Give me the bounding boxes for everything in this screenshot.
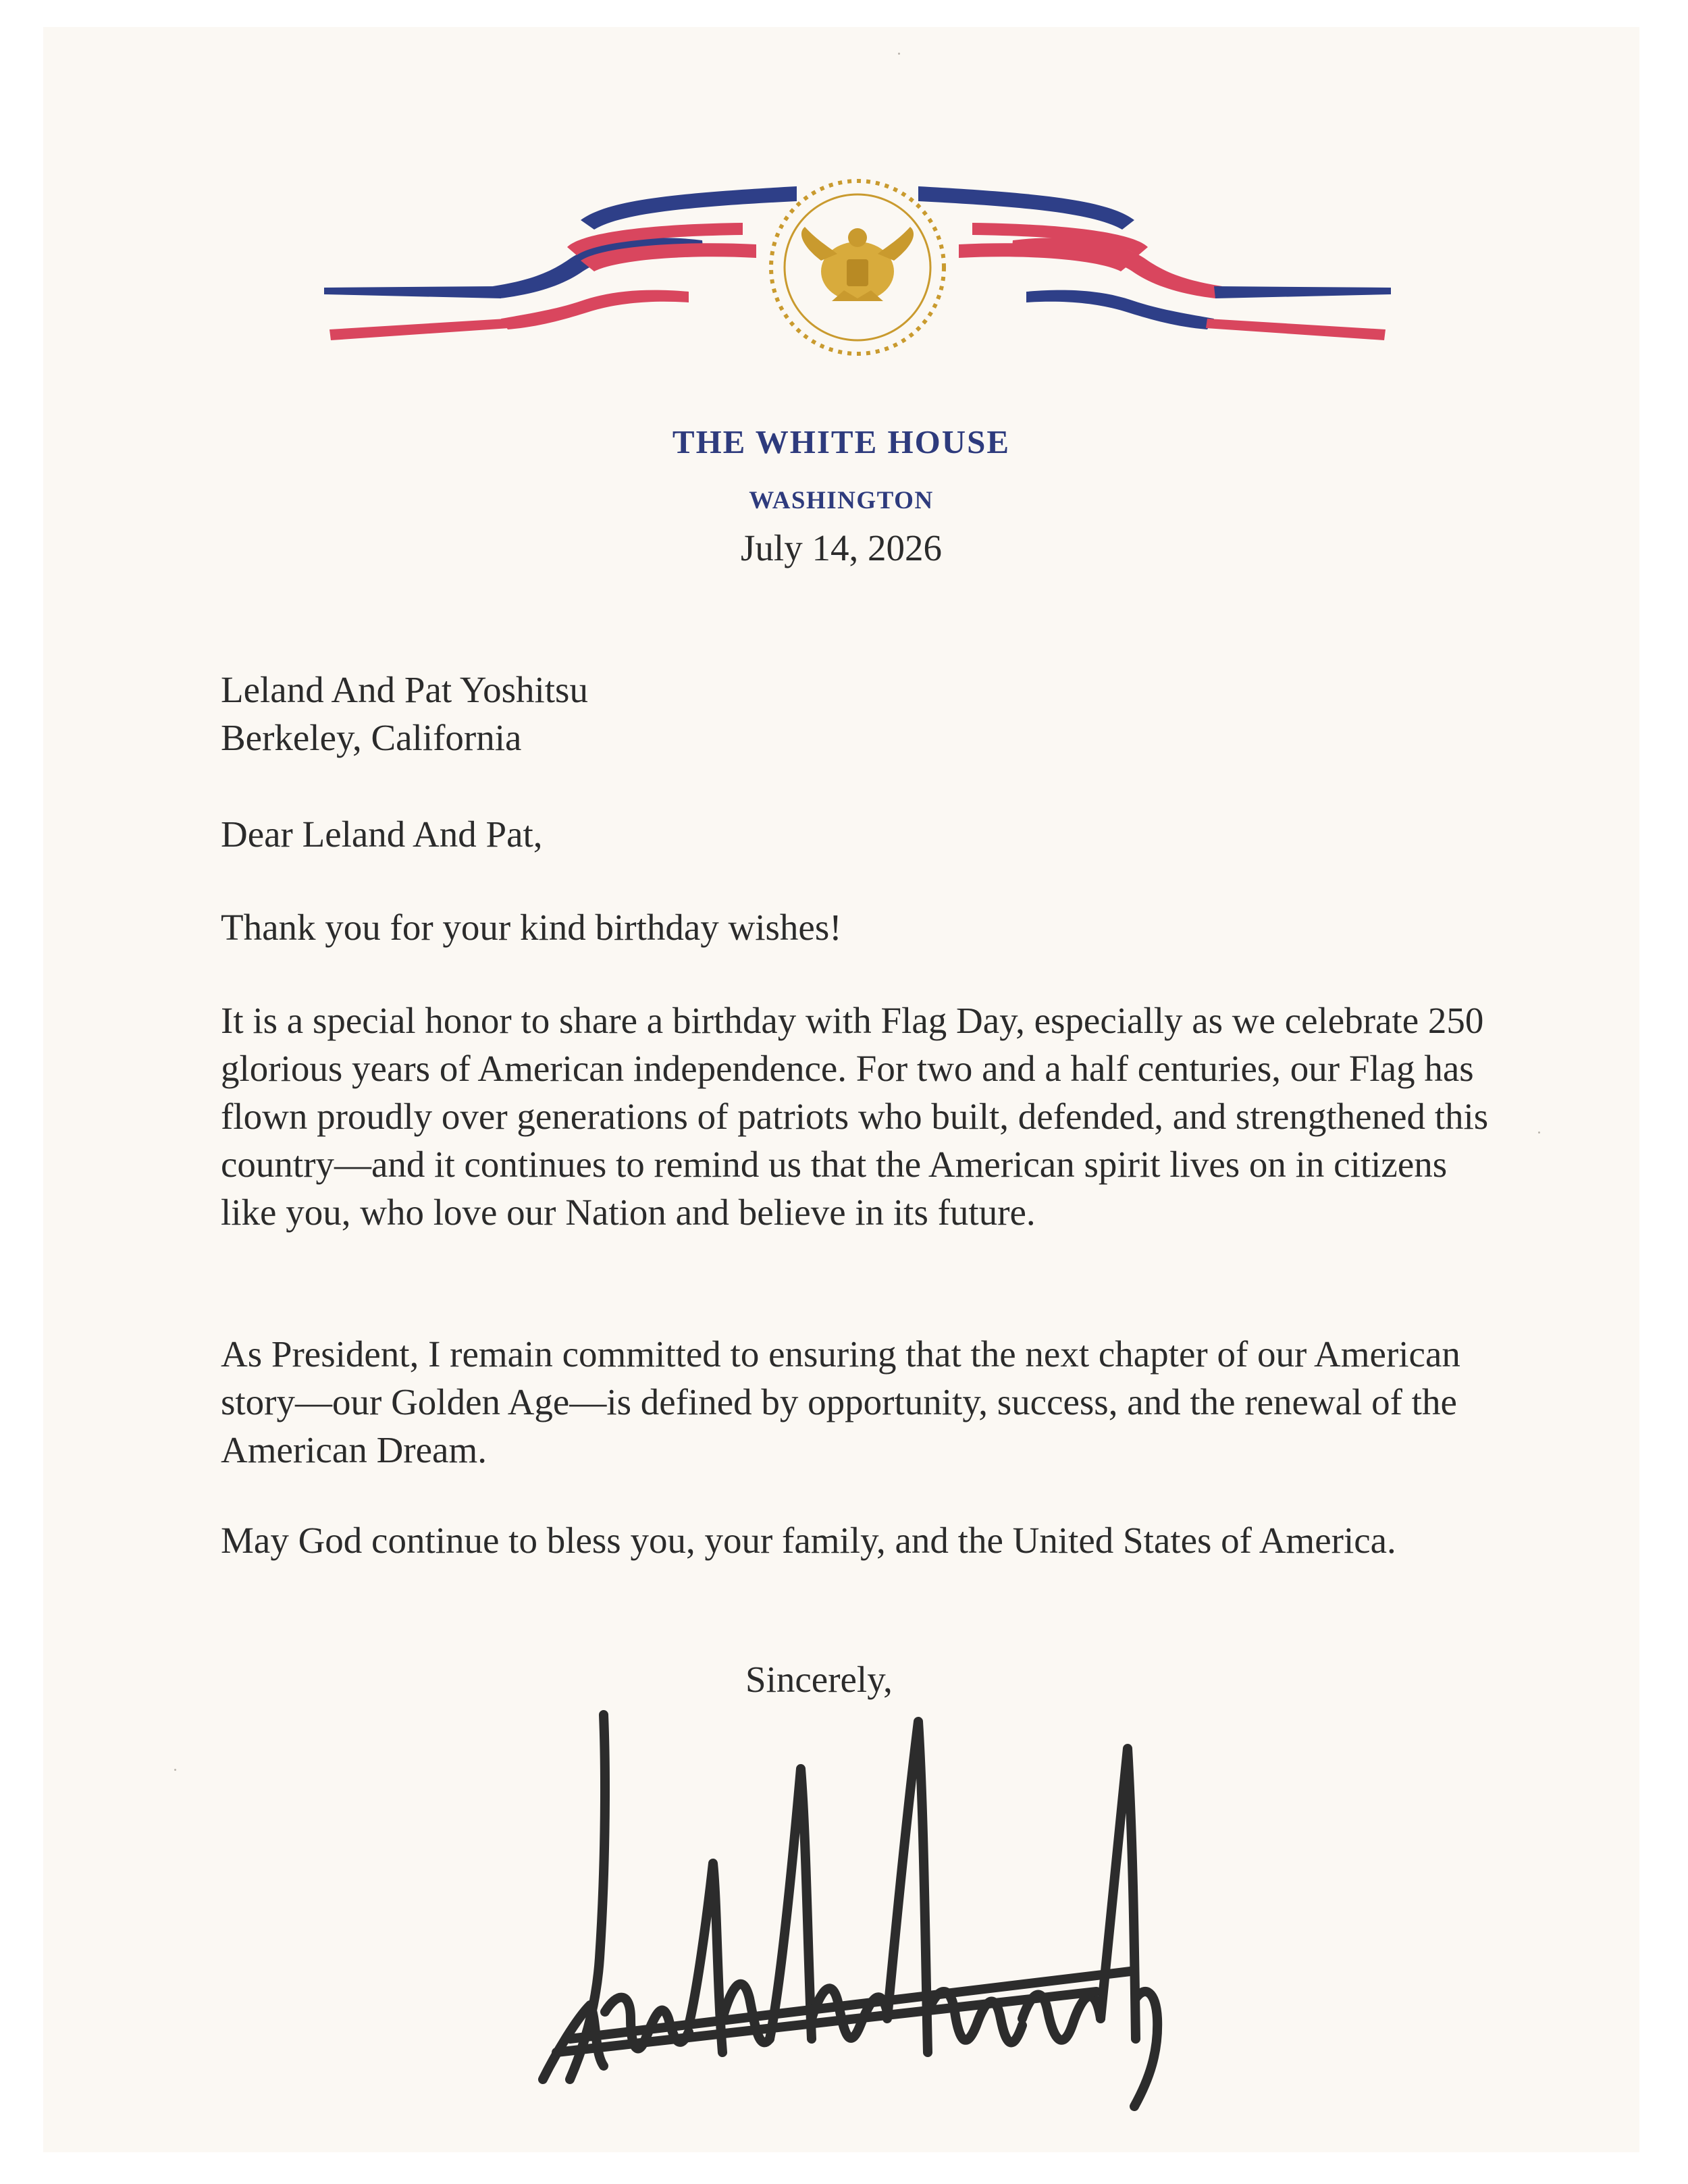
signature-image xyxy=(529,1701,1191,2120)
paragraph-text: It is a special honor to share a birthday with Flag Day, especially as we celebrate 250 glorious years of American independence. For two and a half centuries, our Flag has flown proudly over generations of patriots who built, defended, and strengthened this country—and it continues to remind us that the American spirit lives on in citizens like you, who love our Nation and believe in its future. xyxy=(221,1000,1489,1233)
paragraph-2 xyxy=(221,996,1504,1236)
paragraph-3 xyxy=(221,1330,1504,1474)
paper-speck xyxy=(898,53,900,55)
salutation-text: Dear Leland And Pat, xyxy=(221,814,543,855)
paper-speck xyxy=(174,1769,176,1771)
letterhead-city: WASHINGTON xyxy=(749,487,934,514)
letter-paper xyxy=(43,27,1639,2152)
recipient-name: Leland And Pat Yoshitsu xyxy=(221,669,588,710)
paragraph-text: As President, I remain committed to ensuring that the next chapter of our American story—our Golden Age—is defined by opportunity, success, and the renewal of the American Dream. xyxy=(221,1333,1460,1470)
recipient-location: Berkeley, California xyxy=(221,717,522,758)
closing: Sincerely, xyxy=(745,1659,893,1700)
paragraph-text: Thank you for your kind birthday wishes! xyxy=(221,907,842,948)
presidential-seal-icon xyxy=(324,159,1391,375)
paper-speck xyxy=(1538,1131,1540,1134)
letterhead-title: THE WHITE HOUSE xyxy=(672,423,1011,460)
paragraph-4 xyxy=(221,1516,1504,1564)
letter-date: July 14, 2026 xyxy=(741,527,942,568)
recipient-block xyxy=(221,666,1504,762)
paragraph-text: May God continue to bless you, your family, and the United States of America. xyxy=(221,1520,1396,1561)
salutation xyxy=(221,810,1504,858)
paragraph-1 xyxy=(221,903,1504,951)
